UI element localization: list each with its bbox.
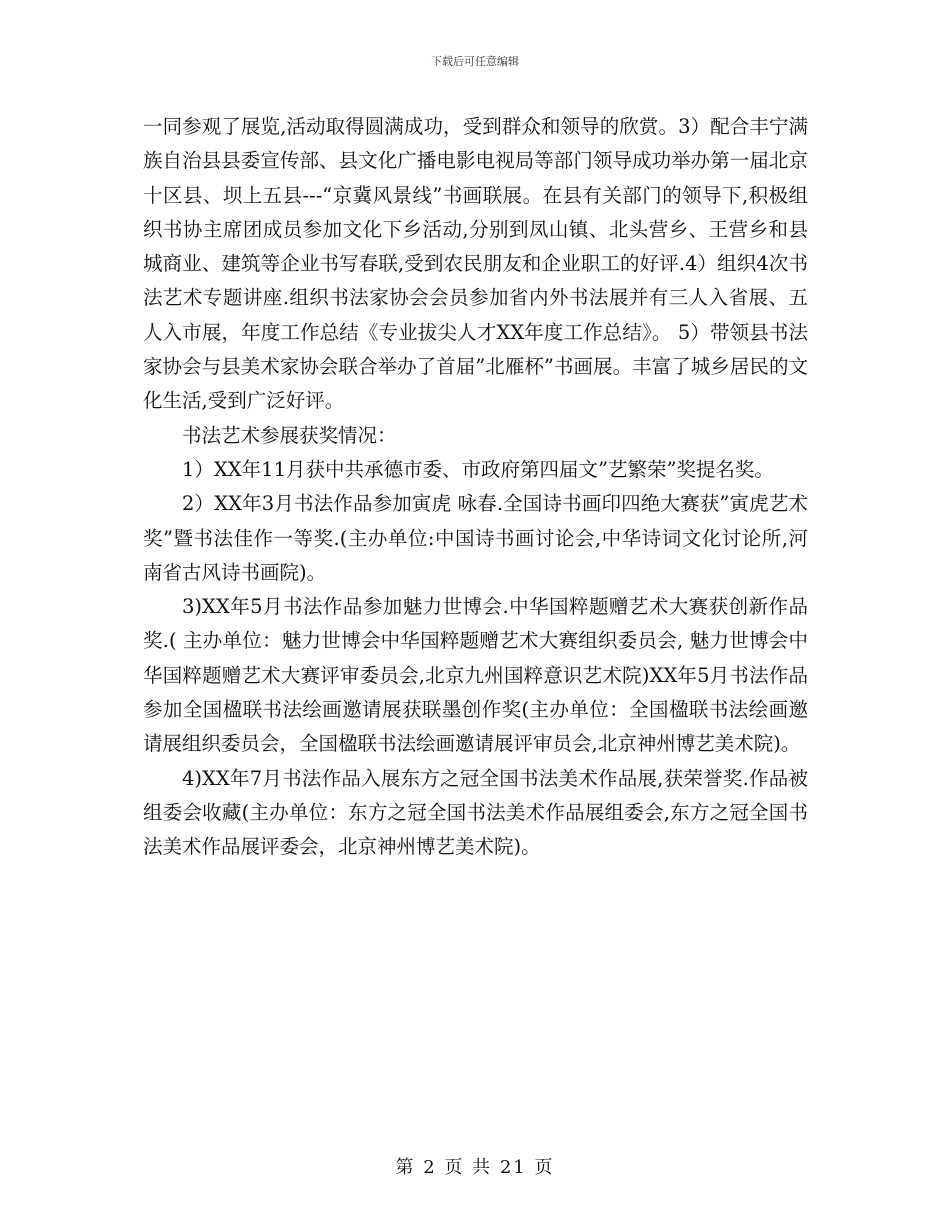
paragraph-award-3: 3)XX年5月书法作品参加魅力世博会.中华国粹题赠艺术大赛获创新作品奖.( 主办单位：魅力世博会中华国粹题赠艺术大赛组织委员会, 魅力世博会中华国粹题赠艺术大赛评审委员会,北京九州国粹意识艺术院)XX年5月书法作品参加全国楹联书法绘画邀请展获联墨创作奖(主办单位：全国楹联书法绘画邀请展组织委员会，全国楹联书法绘画邀请展评审员会,北京神州博艺美术院)。 <box>143 595 808 756</box>
paragraph-awards-heading: 书法艺术参展获奖情况： <box>182 423 397 447</box>
paragraph-activities: 一同参观了展览,活动取得圆满成功，受到群众和领导的欣赏。3）配合丰宁满族自治县县委宣传部、县文化广播电影电视局等部门领导成功举办第一届北京十区县、坝上五县---“京冀风景线”书画联展。在县有关部门的领导下,积极组织书协主席团成员参加文化下乡活动,分别到凤山镇、北头营乡、王营乡和县城商业、建筑等企业书写春联,受到农民朋友和企业职工的好评.4）组织4次书法艺术专题讲座.组织书法家协会会员参加省内外书法展并有三人入省展、五人入市展，年度工作总结《专业拔尖人才XX年度工作总结》。 5）带领县书法家协会与县美术家协会联合举办了首届”北雁杯”书画展。丰富了城乡居民的文化生活,受到广泛好评。 <box>143 115 808 413</box>
page-number: 第 2 页 共 21 页 <box>395 1157 555 1178</box>
paragraph-award-1: 1）XX年11月获中共承德市委、市政府第四届文”艺繁荣”奖提名奖。 <box>182 457 774 481</box>
document-body <box>143 110 808 865</box>
paragraph-award-4: 4)XX年7月书法作品入展东方之冠全国书法美术作品展,获荣誉奖.作品被组委会收藏(主办单位：东方之冠全国书法美术作品展组委会,东方之冠全国书法美术作品展评委会，北京神州博艺美术院)。 <box>143 766 808 859</box>
paragraph-award-2: 2）XX年3月书法作品参加寅虎 咏春.全国诗书画印四绝大赛获”寅虎艺术奖”暨书法佳作一等奖.(主办单位:中国诗书画讨论会,中华诗词文化讨论所,河南省古风诗书画院)。 <box>143 492 808 584</box>
page-header: 下载后可任意编辑 <box>431 55 519 68</box>
